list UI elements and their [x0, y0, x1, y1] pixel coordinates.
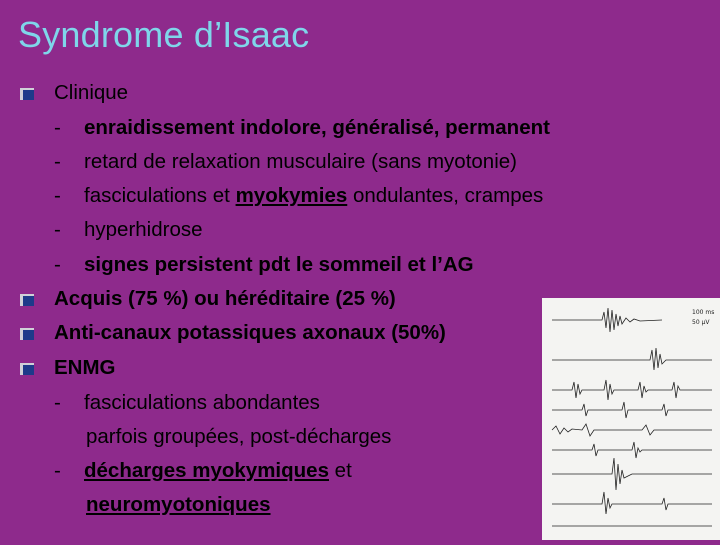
clinique-item-4-text: hyperhidrose	[84, 218, 203, 241]
clinique-item-5-text: signes persistent pdt le sommeil et l’AG	[84, 253, 474, 276]
enmg-item-2-text-end: et	[328, 459, 352, 482]
clinique-item-3-text-end: ondulantes, crampes	[347, 184, 544, 207]
enmg-item-1-continuation: parfois groupées, post-décharges	[86, 425, 392, 448]
square-bullet-icon	[20, 88, 34, 100]
enmg-item-1: - fasciculations abondantes	[54, 391, 320, 414]
enmg-heading: ENMG	[54, 356, 116, 379]
myokymies-term: myokymies	[235, 184, 348, 207]
clinique-item-5: - signes persistent pdt le sommeil et l’AG	[54, 253, 474, 276]
decharges-myokymiques-term: décharges myokymiques	[84, 459, 329, 482]
square-bullet-icon	[20, 294, 34, 306]
enmg-item-1-text: fasciculations abondantes	[84, 391, 320, 414]
clinique-heading: Clinique	[54, 81, 129, 104]
slide-title: Syndrome d’Isaac	[18, 14, 310, 55]
clinique-item-2-text: retard de relaxation musculaire (sans myotonie)	[84, 150, 517, 173]
enmg-item-2: - décharges myokymiques et	[54, 459, 352, 482]
scale-time-label: 100 ms	[692, 309, 715, 316]
clinique-item-2: - retard de relaxation musculaire (sans myotonie)	[54, 150, 517, 173]
square-bullet-icon	[20, 328, 34, 340]
neuromyotoniques-term: neuromyotoniques	[86, 493, 271, 516]
acquis-line: Acquis (75 %) ou héréditaire (25 %)	[54, 287, 396, 310]
clinique-item-3: - fasciculations et myokymies ondulantes, crampes	[54, 184, 544, 207]
clinique-item-1: - enraidissement indolore, généralisé, permanent	[54, 116, 550, 139]
scale-voltage-label: 50 µV	[692, 319, 710, 326]
clinique-item-4: - hyperhidrose	[54, 218, 203, 241]
emg-traces-image	[542, 298, 720, 540]
anticanaux-line: Anti-canaux potassiques axonaux (50%)	[54, 321, 446, 344]
emg-traces-figure	[542, 298, 720, 540]
square-bullet-icon	[20, 363, 34, 375]
clinique-item-1-text: enraidissement indolore, généralisé, permanent	[84, 116, 550, 139]
clinique-item-3-text: fasciculations et	[84, 184, 236, 207]
